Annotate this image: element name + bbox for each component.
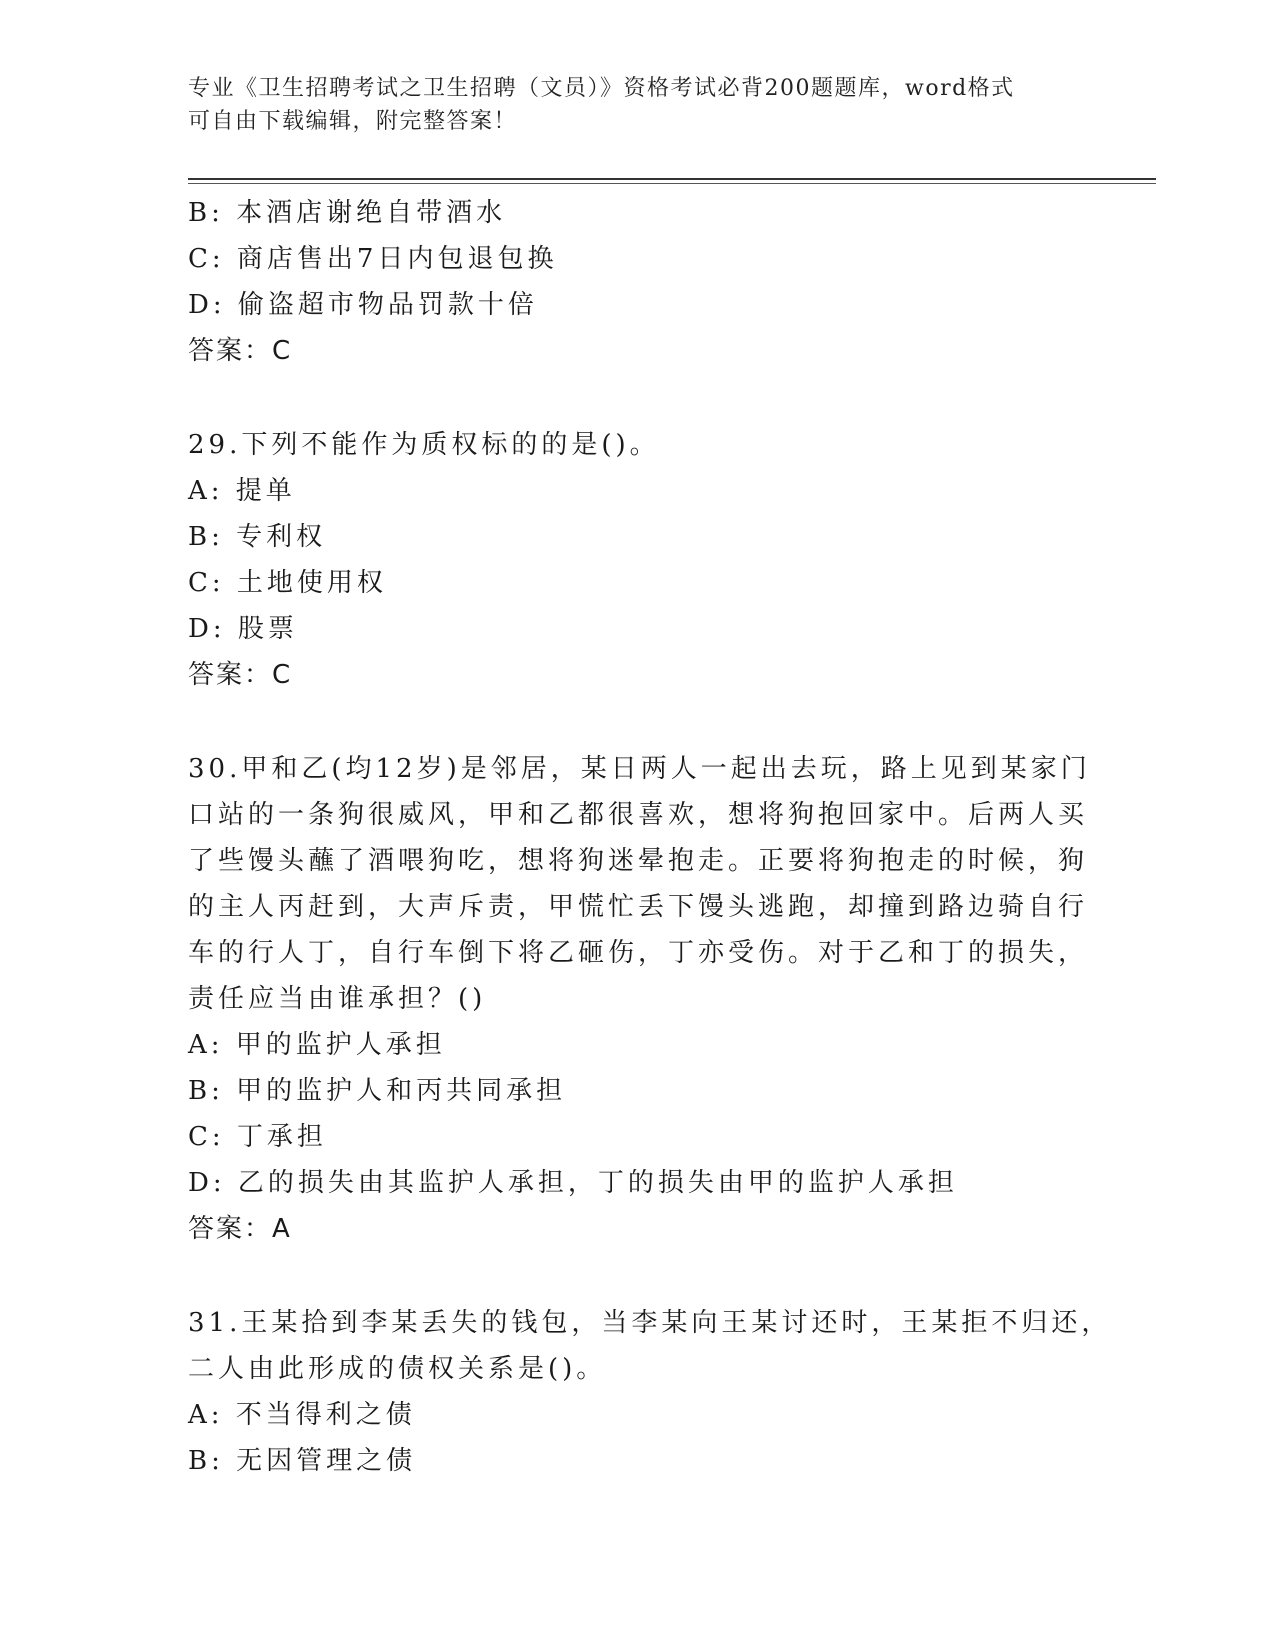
question-text-line-2: 口站的一条狗很威风，甲和乙都很喜欢，想将狗抱回家中。后两人买 — [188, 800, 1089, 830]
option-b: B: 本酒店谢绝自带酒水 — [188, 198, 507, 228]
option-c: C: 商店售出7日内包退包换 — [188, 244, 558, 274]
answer-line: 答案：A — [188, 1214, 292, 1244]
question-text-line-1: 31.王某拾到李某丢失的钱包，当李某向王某讨还时，王某拒不归还， — [188, 1308, 1112, 1338]
option-d: D: 股票 — [188, 614, 298, 644]
question-block-28 — [188, 190, 1068, 374]
option-a: A: 不当得利之债 — [188, 1400, 416, 1430]
answer-line: 答案：C — [188, 660, 293, 690]
answer-line: 答案：C — [188, 336, 293, 366]
header-divider-thin — [188, 183, 1156, 184]
header-divider-thick — [188, 178, 1156, 180]
option-b: B: 无因管理之债 — [188, 1446, 417, 1476]
option-c: C: 土地使用权 — [188, 568, 387, 598]
question-block-31 — [188, 1300, 1112, 1484]
question-text-line-4: 的主人丙赶到，大声斥责，甲慌忙丢下馒头逃跑，却撞到路边骑自行 — [188, 892, 1089, 922]
question-text-line-6: 责任应当由谁承担？() — [188, 984, 487, 1014]
question-content — [188, 190, 1112, 1484]
option-c: C: 丁承担 — [188, 1122, 327, 1152]
question-text-line-5: 车的行人丁，自行车倒下将乙砸伤，丁亦受伤。对于乙和丁的损失， — [188, 938, 1089, 968]
question-text-line-1: 30.甲和乙(均12岁)是邻居，某日两人一起出去玩，路上见到某家门 — [188, 754, 1091, 784]
option-d: D: 偷盗超市物品罚款十倍 — [188, 290, 538, 320]
header-title-line-2: 可自由下载编辑，附完整答案！ — [188, 109, 518, 134]
question-text-line-3: 了些馒头蘸了酒喂狗吃，想将狗迷晕抱走。正要将狗抱走的时候，狗 — [188, 846, 1089, 876]
option-b: B: 专利权 — [188, 522, 327, 552]
option-b: B: 甲的监护人和丙共同承担 — [188, 1076, 567, 1106]
question-block-30 — [188, 746, 1091, 1252]
question-block-29 — [188, 422, 1068, 698]
option-a: A: 提单 — [188, 476, 296, 506]
header-title-line-1: 专业《卫生招聘考试之卫生招聘（文员）》资格考试必背200题题库，word格式 — [188, 76, 1015, 101]
option-a: A: 甲的监护人承担 — [188, 1030, 446, 1060]
question-text-line-2: 二人由此形成的债权关系是()。 — [188, 1354, 607, 1384]
option-d: D: 乙的损失由其监护人承担，丁的损失由甲的监护人承担 — [188, 1168, 958, 1198]
question-text: 29.下列不能作为质权标的的是()。 — [188, 430, 660, 460]
document-header — [188, 72, 1068, 138]
